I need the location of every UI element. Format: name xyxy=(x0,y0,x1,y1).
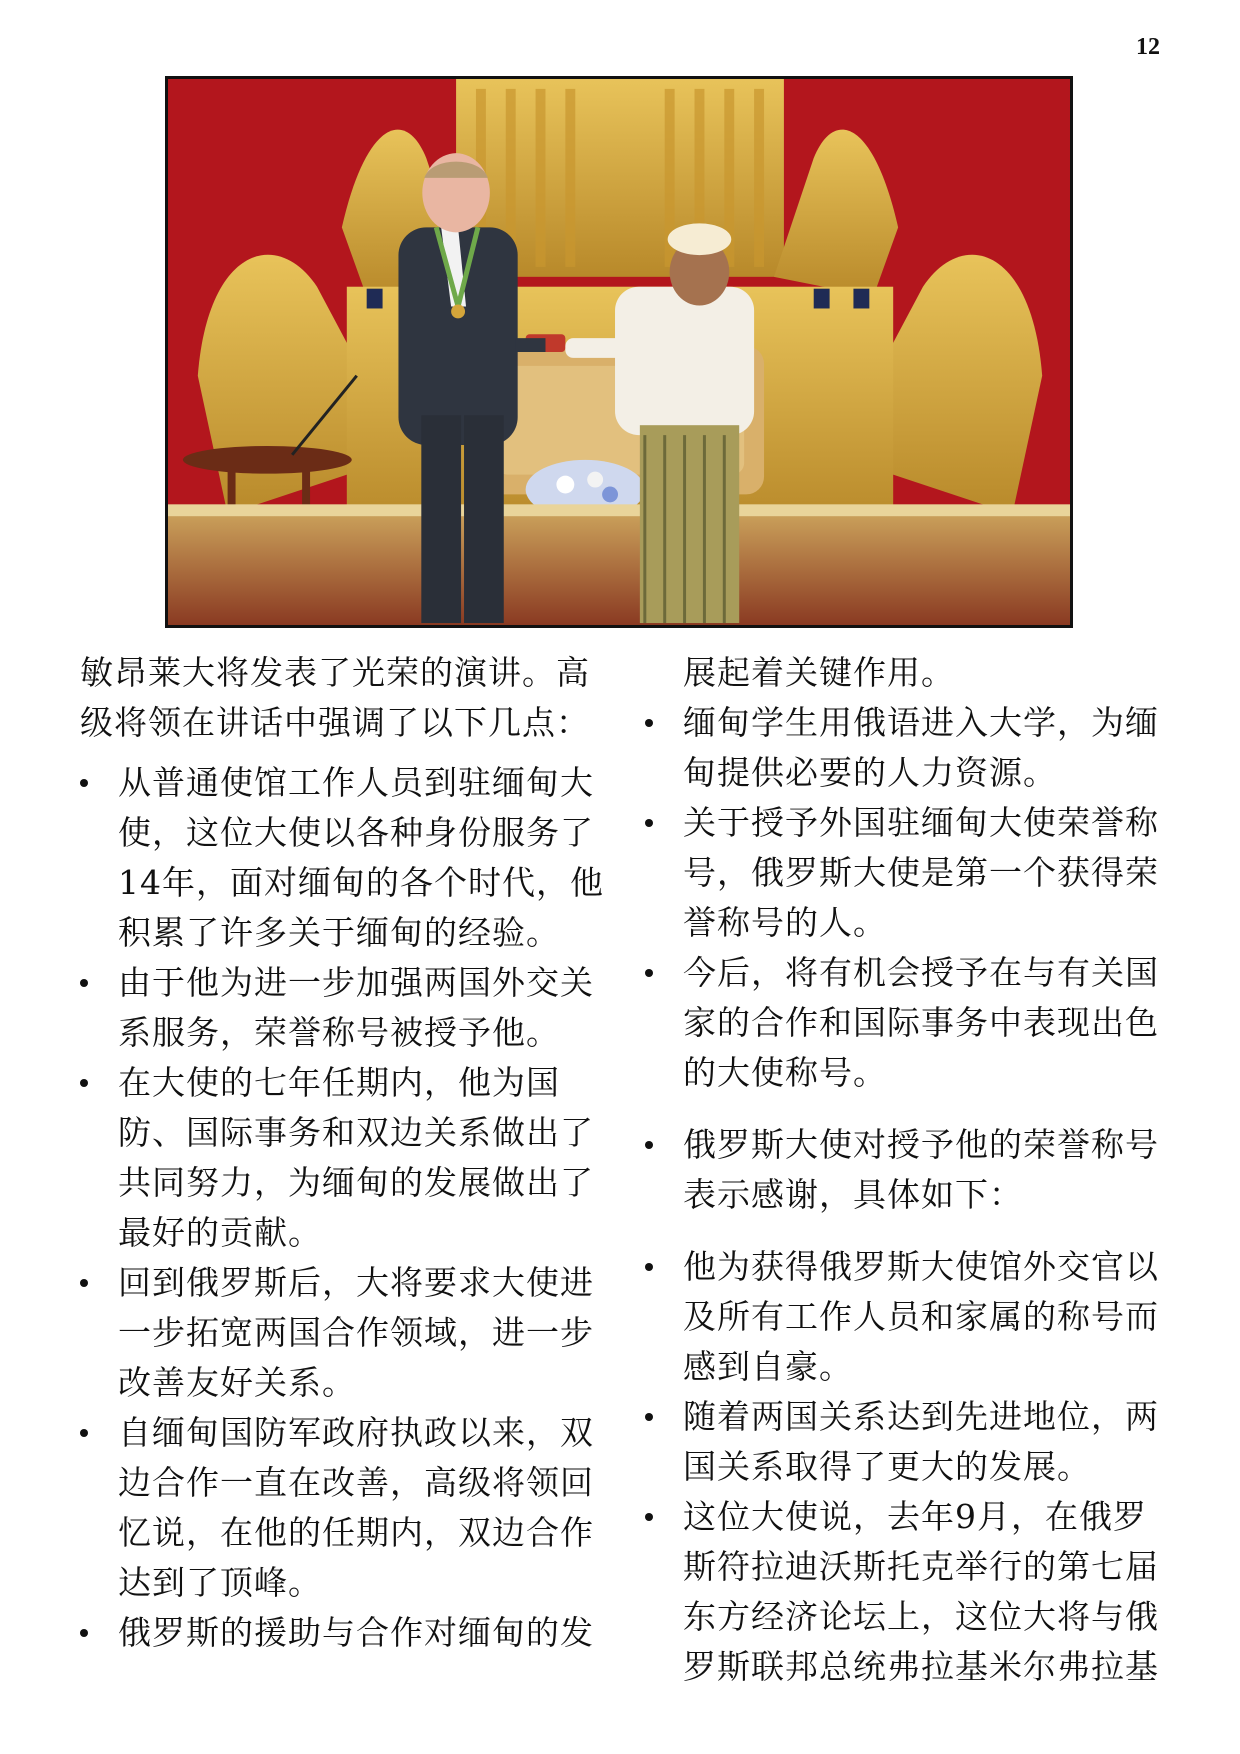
list-item xyxy=(80,958,610,1058)
list-item-text: 他为获得俄罗斯大使馆外交官以及所有工作人员和家属的称号而感到自豪。 xyxy=(683,1247,1159,1386)
list-item-text: 由于他为进一步加强两国外交关系服务，荣誉称号被授予他。 xyxy=(118,963,594,1052)
list-item xyxy=(80,1058,610,1258)
list-item xyxy=(645,1120,1165,1220)
list-item xyxy=(645,1392,1165,1492)
bullet-icon xyxy=(80,1079,88,1087)
list-item-text: 从普通使馆工作人员到驻缅甸大使，这位大使以各种身份服务了14年，面对缅甸的各个时代，他积累了许多关于缅甸的经验。 xyxy=(118,763,604,952)
continuation-text: 展起着关键作用。 xyxy=(683,653,955,692)
right-column xyxy=(645,648,1165,1692)
bullet-icon xyxy=(80,1429,88,1437)
bullet-icon xyxy=(645,1141,653,1149)
list-item-text: 俄罗斯大使对授予他的荣誉称号表示感谢，具体如下： xyxy=(683,1125,1159,1214)
bullet-icon xyxy=(645,1413,653,1421)
list-item-text: 在大使的七年任期内，他为国防、国际事务和双边关系做出了共同努力，为缅甸的发展做出了最好的贡献。 xyxy=(118,1063,594,1252)
page-number: 12 xyxy=(1136,34,1160,60)
bullet-icon xyxy=(645,969,653,977)
left-bullet-list xyxy=(80,758,610,1658)
list-item-text: 俄罗斯的援助与合作对缅甸的发 xyxy=(118,1613,594,1652)
left-column xyxy=(80,648,610,1658)
bullet-icon xyxy=(80,979,88,987)
bullet-icon xyxy=(645,1513,653,1521)
list-item xyxy=(80,758,610,958)
bullet-icon xyxy=(80,1629,88,1637)
intro-paragraph: 敏昂莱大将发表了光荣的演讲。高级将领在讲话中强调了以下几点： xyxy=(80,653,590,742)
right-bullet-list xyxy=(645,698,1165,1692)
award-ceremony-photo-icon xyxy=(168,79,1070,625)
list-item xyxy=(80,1408,610,1608)
list-item xyxy=(80,1608,610,1658)
list-item-text: 随着两国关系达到先进地位，两国关系取得了更大的发展。 xyxy=(683,1397,1159,1486)
bullet-icon xyxy=(645,1263,653,1271)
bullet-icon xyxy=(645,719,653,727)
list-item-text: 缅甸学生用俄语进入大学，为缅甸提供必要的人力资源。 xyxy=(683,703,1159,792)
list-item xyxy=(80,1258,610,1408)
list-item-text: 自缅甸国防军政府执政以来，双边合作一直在改善，高级将领回忆说，在他的任期内，双边合作达到了顶峰。 xyxy=(118,1413,594,1602)
list-item-text: 今后，将有机会授予在与有关国家的合作和国际事务中表现出色的大使称号。 xyxy=(683,953,1159,1092)
list-item-text: 关于授予外国驻缅甸大使荣誉称号，俄罗斯大使是第一个获得荣誉称号的人。 xyxy=(683,803,1159,942)
list-item xyxy=(645,698,1165,798)
list-item xyxy=(645,1492,1165,1692)
ceremony-photo xyxy=(165,76,1073,628)
list-item xyxy=(645,798,1165,948)
bullet-icon xyxy=(80,779,88,787)
bullet-icon xyxy=(645,819,653,827)
bullet-icon xyxy=(80,1279,88,1287)
list-item-text: 这位大使说，去年9月，在俄罗斯符拉迪沃斯托克举行的第七届东方经济论坛上，这位大将与俄罗斯联邦总统弗拉基米尔弗拉基 xyxy=(683,1497,1159,1686)
list-item xyxy=(645,948,1165,1098)
list-item-text: 回到俄罗斯后，大将要求大使进一步拓宽两国合作领域，进一步改善友好关系。 xyxy=(118,1263,594,1402)
list-item xyxy=(645,1242,1165,1392)
